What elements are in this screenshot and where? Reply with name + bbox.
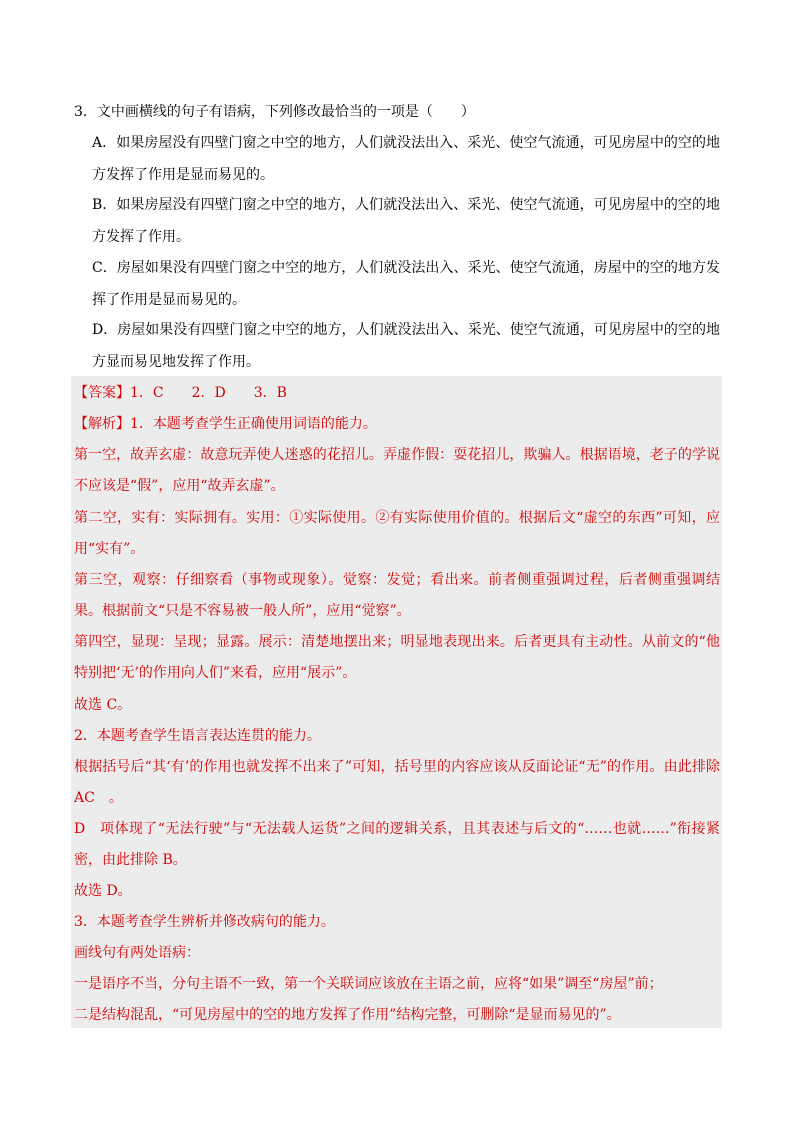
question-3-stem: 3．文中画横线的句子有语病，下列修改最恰当的一项是（ ） [74,104,475,120]
analysis-para-2a: 根据括号后“其‘有’的作用也就发挥不出来了”可知，括号里的内容应该从反面论证“无”的作用。由此排除 AC 。 [74,759,720,806]
option-d: D．房屋如果没有四壁门窗之中空的地方，人们就没法出入、采光、使空气流通，可见房屋中的空的地方显而易见地发挥了作用。 [92,322,720,370]
analysis-intro-3: 3．本题考查学生辨析并修改病句的能力。 [74,914,335,930]
analysis-choose-1: 故选 C。 [74,697,132,713]
analysis-tag: 【解析】 [74,416,130,432]
analysis-intro-2: 2．本题考查学生语言表达连贯的能力。 [74,728,321,744]
option-b: B．如果房屋没有四壁门窗之中空的地方，人们就没法出入、采光、使空气流通，可见房屋中的空的地方发挥了作用。 [92,197,720,245]
answer-text: 1．C 2．D 3．B [130,385,287,401]
analysis-para-3b: 一是语序不当，分句主语不一致，第一个关联词应该放在主语之前，应将“如果”调至“房屋”前； [74,976,663,992]
answer-tag: 【答案】 [74,385,130,401]
analysis-para-2b: D 项体现了“无法行驶”与“无法载人运货”之间的逻辑关系，且其表述与后文的“……也就……”衔接紧密，由此排除 B。 [74,821,720,868]
analysis-blank-2: 第二空，实有：实际拥有。实用：①实际使用。②有实际使用价值的。根据后文“虚空的东西”可知，应用“实有”。 [74,510,720,557]
analysis-intro-1: 1．本题考查学生正确使用词语的能力。 [130,416,377,432]
analysis-line [74,409,720,440]
analysis-blank-3: 第三空，观察：仔细察看（事物或现象）。觉察：发觉；看出来。前者侧重强调过程，后者侧重强调结果。根据前文“只是不容易被一般人所”，应用“觉察”。 [74,572,720,619]
analysis-para-3c: 二是结构混乱，“可见房屋中的空的地方发挥了作用”结构完整，可删除“是显而易见的”。 [74,1007,621,1023]
option-a: A．如果房屋没有四壁门窗之中空的地方，人们就没法出入、采光、使空气流通，可见房屋中的空的地方发挥了作用是显而易见的。 [92,135,720,183]
analysis-para-3a: 画线句有两处语病： [74,945,200,961]
analysis-blank-4: 第四空，显现：呈现；显露。展示：清楚地摆出来；明显地表现出来。后者更具有主动性。从前文的“他特别把‘无’的作用向人们”来看，应用“展示”。 [74,634,720,681]
analysis-choose-2: 故选 D。 [74,883,132,899]
analysis-blank-1: 第一空，故弄玄虚：故意玩弄使人迷惑的花招儿。弄虚作假：耍花招儿，欺骗人。根据语境，老子的学说不应该是“假”，应用“故弄玄虚”。 [74,447,720,494]
answer-line [74,378,720,409]
option-c: C．房屋如果没有四壁门窗之中空的地方，人们就没法出入、采光、使空气流通，房屋中的空的地方发挥了作用是显而易见的。 [92,260,720,308]
